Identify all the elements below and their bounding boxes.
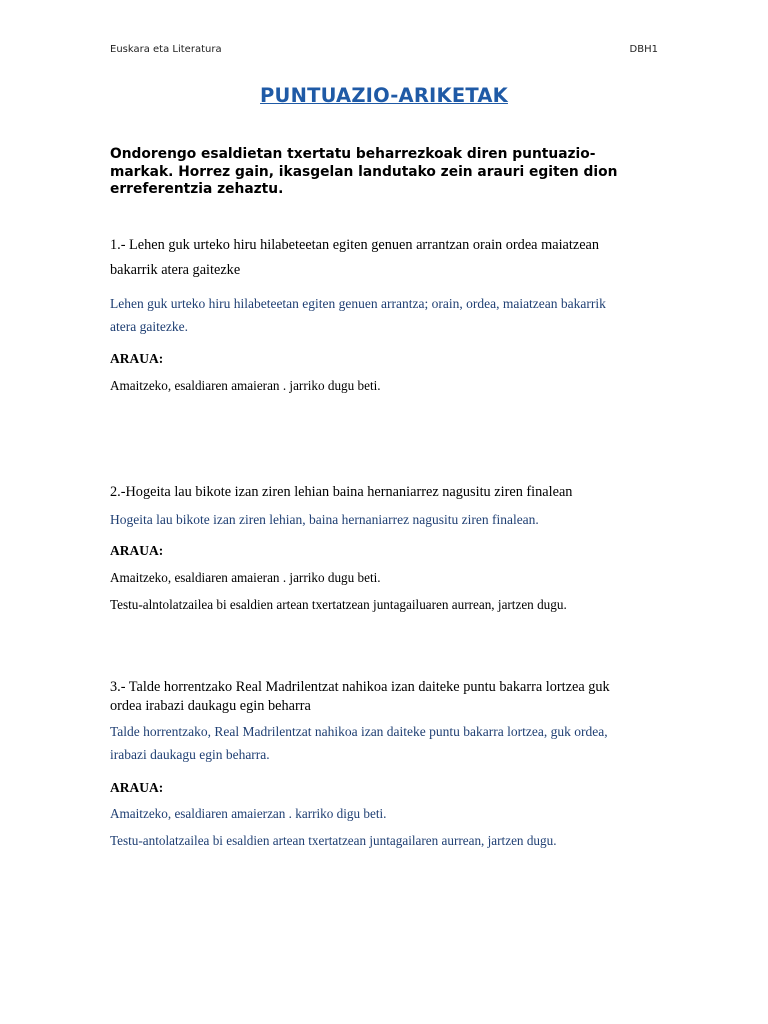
exercise-1-question-line: bakarrik atera gaitezke (110, 262, 241, 278)
exercise-3-rule-label: ARAUA: (110, 780, 164, 795)
instructions-line: erreferentzia zehaztu. (110, 181, 284, 197)
exercise-1-rule: Amaitzeko, esaldiaren amaieran . jarriko dugu beti. (110, 378, 381, 393)
exercise-3-rule: Testu-antolatzailea bi esaldien artean txertatzean juntagailaren aurrean, jartzen dugu. (110, 833, 557, 848)
exercise-1-answer-line: atera gaitezke. (110, 319, 188, 334)
exercise-1-answer-line: Lehen guk urteko hiru hilabeteetan egiten genuen arrantza; orain, ordea, maiatzean bakarrik (110, 296, 606, 311)
exercise-3-rule: Amaitzeko, esaldiaren amaierzan . karriko digu beti. (110, 806, 387, 821)
exercise-3-question-line: ordea irabazi daukagu egin beharra (110, 698, 311, 714)
instructions-line: markak. Horrez gain, ikasgelan landutako zein arauri egiten dion (110, 163, 618, 180)
exercise-3-answer-line: Talde horrentzako, Real Madrilentzat nahikoa izan daiteke puntu bakarra lortzea, guk ordea, (110, 724, 608, 739)
exercise-2-answer-line: Hogeita lau bikote izan ziren lehian, baina hernaniarrez nagusitu ziren finalean. (110, 512, 539, 527)
page-title: PUNTUAZIO-ARIKETAK (260, 84, 508, 107)
header-level: DBH1 (629, 44, 658, 55)
exercise-1-question-line: 1.- Lehen guk urteko hiru hilabeteetan egiten genuen arrantzan orain ordea maiatzean (110, 237, 600, 253)
exercise-2-rule: Amaitzeko, esaldiaren amaieran . jarriko dugu beti. (110, 570, 381, 585)
instructions (110, 146, 650, 199)
instructions-line: Ondorengo esaldietan txertatu beharrezkoak diren puntuazio- (110, 146, 596, 162)
exercise-2-question-line: 2.-Hogeita lau bikote izan ziren lehian baina hernaniarrez nagusitu ziren finalean (110, 484, 573, 500)
exercise-2-rule-label: ARAUA: (110, 543, 164, 558)
exercise-3-answer-line: irabazi daukagu egin beharra. (110, 747, 270, 762)
exercise-1-rule-label: ARAUA: (110, 351, 164, 366)
exercise-3-question-line: 3.- Talde horrentzako Real Madrilentzat nahikoa izan daiteke puntu bakarra lortzea guk (110, 679, 610, 695)
exercise-2-rule: Testu-alntolatzailea bi esaldien artean txertatzean juntagailuaren aurrean, jartzen dugu. (110, 597, 567, 612)
header-subject: Euskara eta Literatura (110, 44, 222, 55)
